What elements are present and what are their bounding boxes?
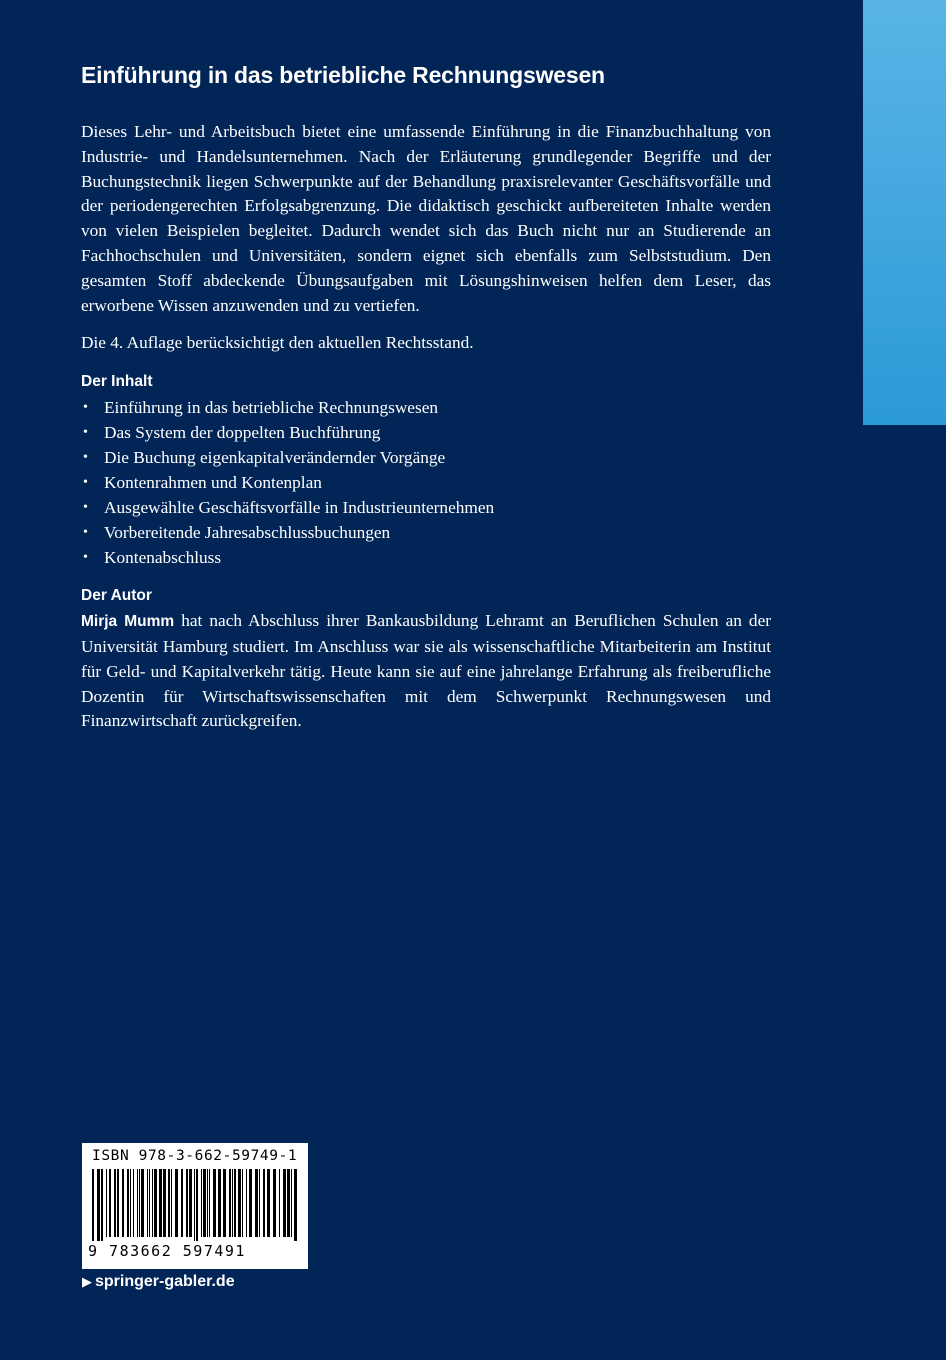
- barcode-bar: [152, 1169, 153, 1237]
- barcode-bar: [209, 1169, 210, 1237]
- barcode-bar: [242, 1169, 243, 1237]
- list-item-label: Kontenabschluss: [104, 548, 222, 568]
- barcode-bar: [139, 1169, 140, 1237]
- barcode-bar: [234, 1169, 236, 1237]
- list-item: [81, 445, 771, 470]
- barcode-bar: [232, 1169, 233, 1237]
- list-item-label: Ausgewählte Geschäftsvorfälle in Industrieunternehmen: [104, 498, 495, 518]
- bullet-icon: •: [83, 550, 88, 566]
- barcode-bar: [149, 1169, 150, 1237]
- barcode-bar: [267, 1169, 270, 1237]
- barcode-bar: [223, 1169, 226, 1237]
- list-item: [81, 545, 771, 570]
- barcode-bar: [201, 1169, 202, 1237]
- barcode-bar: [238, 1169, 241, 1237]
- website-link[interactable]: springer-gabler.de: [95, 1273, 235, 1290]
- list-item: [81, 470, 771, 495]
- barcode-bar: [249, 1169, 252, 1237]
- author-heading: Der Autor: [81, 587, 152, 605]
- barcode-bar: [186, 1169, 188, 1237]
- barcode-bar: [291, 1169, 292, 1237]
- bullet-icon: •: [83, 400, 88, 416]
- bullet-icon: •: [83, 500, 88, 516]
- barcode-bar: [147, 1169, 148, 1237]
- bullet-icon: •: [83, 425, 88, 441]
- barcode-bar: [168, 1169, 170, 1237]
- back-cover-content: [81, 60, 771, 734]
- barcode-bar: [273, 1169, 276, 1237]
- barcode-bar: [263, 1169, 265, 1237]
- barcode-bar: [283, 1169, 286, 1237]
- list-item: [81, 420, 771, 445]
- barcode-bar: [122, 1169, 124, 1237]
- list-item: [81, 520, 771, 545]
- isbn-barcode: [82, 1143, 308, 1269]
- list-item-label: Das System der doppelten Buchführung: [104, 423, 381, 443]
- barcode-bar: [213, 1169, 216, 1237]
- barcode-bar: [294, 1169, 297, 1241]
- barcode-bar: [175, 1169, 178, 1237]
- barcode-bar: [196, 1169, 198, 1241]
- barcode-bar: [207, 1169, 208, 1237]
- description-paragraph: Dieses Lehr- und Arbeitsbuch bietet eine umfassende Einführung in die Finanzbuchhaltung von Industrie- und Handelsunternehmen. Nach der Erläuterung grundlegender Begriffe und der Buchungstechnik liegen Schwerpunkte auf der Behandlung praxisrelevanter Geschäftsvorfälle und der periodengerechten Erfolgsabgrenzung. Die didaktisch geschickt aufbereiteten Inhalte werden von vielen Beispielen begleitet. Dadurch wendet sich das Buch nicht nur an Studierende an Fachhochschulen und Universitäten, sondern eignet sich ebenfalls zum Selbststudium. Den gesamten Stoff abdeckende Übungsaufgaben mit Lösungshinweisen helfen dem Leser, das erworbene Wissen anzuwenden und zu vertiefen.: [81, 122, 771, 315]
- barcode-bar: [229, 1169, 231, 1237]
- bullet-icon: •: [83, 475, 88, 491]
- bullet-icon: •: [83, 525, 88, 541]
- triangle-right-icon: ▶: [82, 1274, 92, 1289]
- barcode-bar: [101, 1169, 103, 1241]
- contents-heading: Der Inhalt: [81, 373, 153, 391]
- barcode-bar: [194, 1169, 195, 1241]
- isbn-label: ISBN 978-3-662-59749-1: [92, 1148, 298, 1164]
- barcode-bar: [255, 1169, 258, 1237]
- barcode-bar: [218, 1169, 221, 1237]
- contents-list: [81, 395, 771, 570]
- barcode-bar: [287, 1169, 290, 1237]
- isbn-digits: 9 783662 597491: [88, 1242, 246, 1260]
- accent-bar: [863, 0, 946, 425]
- list-item: [81, 395, 771, 420]
- barcode-bar: [259, 1169, 260, 1237]
- barcode-bar: [246, 1169, 247, 1237]
- barcode-bar: [127, 1169, 129, 1237]
- barcode-bar: [117, 1169, 119, 1237]
- barcode-bar: [279, 1169, 280, 1237]
- barcode-bar: [159, 1169, 162, 1237]
- bullet-icon: •: [83, 450, 88, 466]
- barcode-bar: [106, 1169, 107, 1237]
- list-item: [81, 495, 771, 520]
- barcode-bar: [163, 1169, 166, 1237]
- publisher-website[interactable]: [82, 1273, 235, 1291]
- author-name: Mirja Mumm: [81, 613, 175, 631]
- barcode-bar: [181, 1169, 183, 1237]
- barcode-bar: [114, 1169, 116, 1237]
- barcode-bar: [171, 1169, 172, 1237]
- barcode-bar: [137, 1169, 138, 1237]
- barcode-bar: [109, 1169, 111, 1237]
- barcode-bar: [154, 1169, 157, 1237]
- barcode-bar: [189, 1169, 192, 1237]
- barcode-bar: [133, 1169, 134, 1237]
- barcode-graphic: [90, 1169, 300, 1241]
- list-item-label: Vorbereitende Jahresabschlussbuchungen: [104, 523, 391, 543]
- barcode-bar: [92, 1169, 94, 1241]
- list-item-label: Die Buchung eigenkapitalverändernder Vorgänge: [104, 448, 446, 468]
- edition-note: Die 4. Auflage berücksichtigt den aktuellen Rechtsstand.: [81, 333, 474, 353]
- author-bio-text: hat nach Abschluss ihrer Bankausbildung Lehramt an Beruflichen Schulen an der Universität Hamburg studiert. Im Anschluss war sie als wissenschaftliche Mitarbeiterin am Institut für Geld- und Kapitalverkehr tätig. Heute kann sie auf eine jahrelange Erfahrung als freiberufliche Dozentin für Wirtschaftswissenschaften mit dem Schwerpunkt Rechnungswesen und Finanzwirtschaft zurückgreifen.: [81, 611, 771, 731]
- barcode-bar: [203, 1169, 206, 1237]
- list-item-label: Kontenrahmen und Kontenplan: [104, 473, 322, 493]
- barcode-bar: [130, 1169, 131, 1237]
- author-bio: [81, 609, 771, 734]
- barcode-bar: [141, 1169, 144, 1237]
- barcode-bar: [97, 1169, 100, 1241]
- list-item-label: Einführung in das betriebliche Rechnungswesen: [104, 398, 439, 418]
- book-title: Einführung in das betriebliche Rechnungswesen: [81, 62, 605, 88]
